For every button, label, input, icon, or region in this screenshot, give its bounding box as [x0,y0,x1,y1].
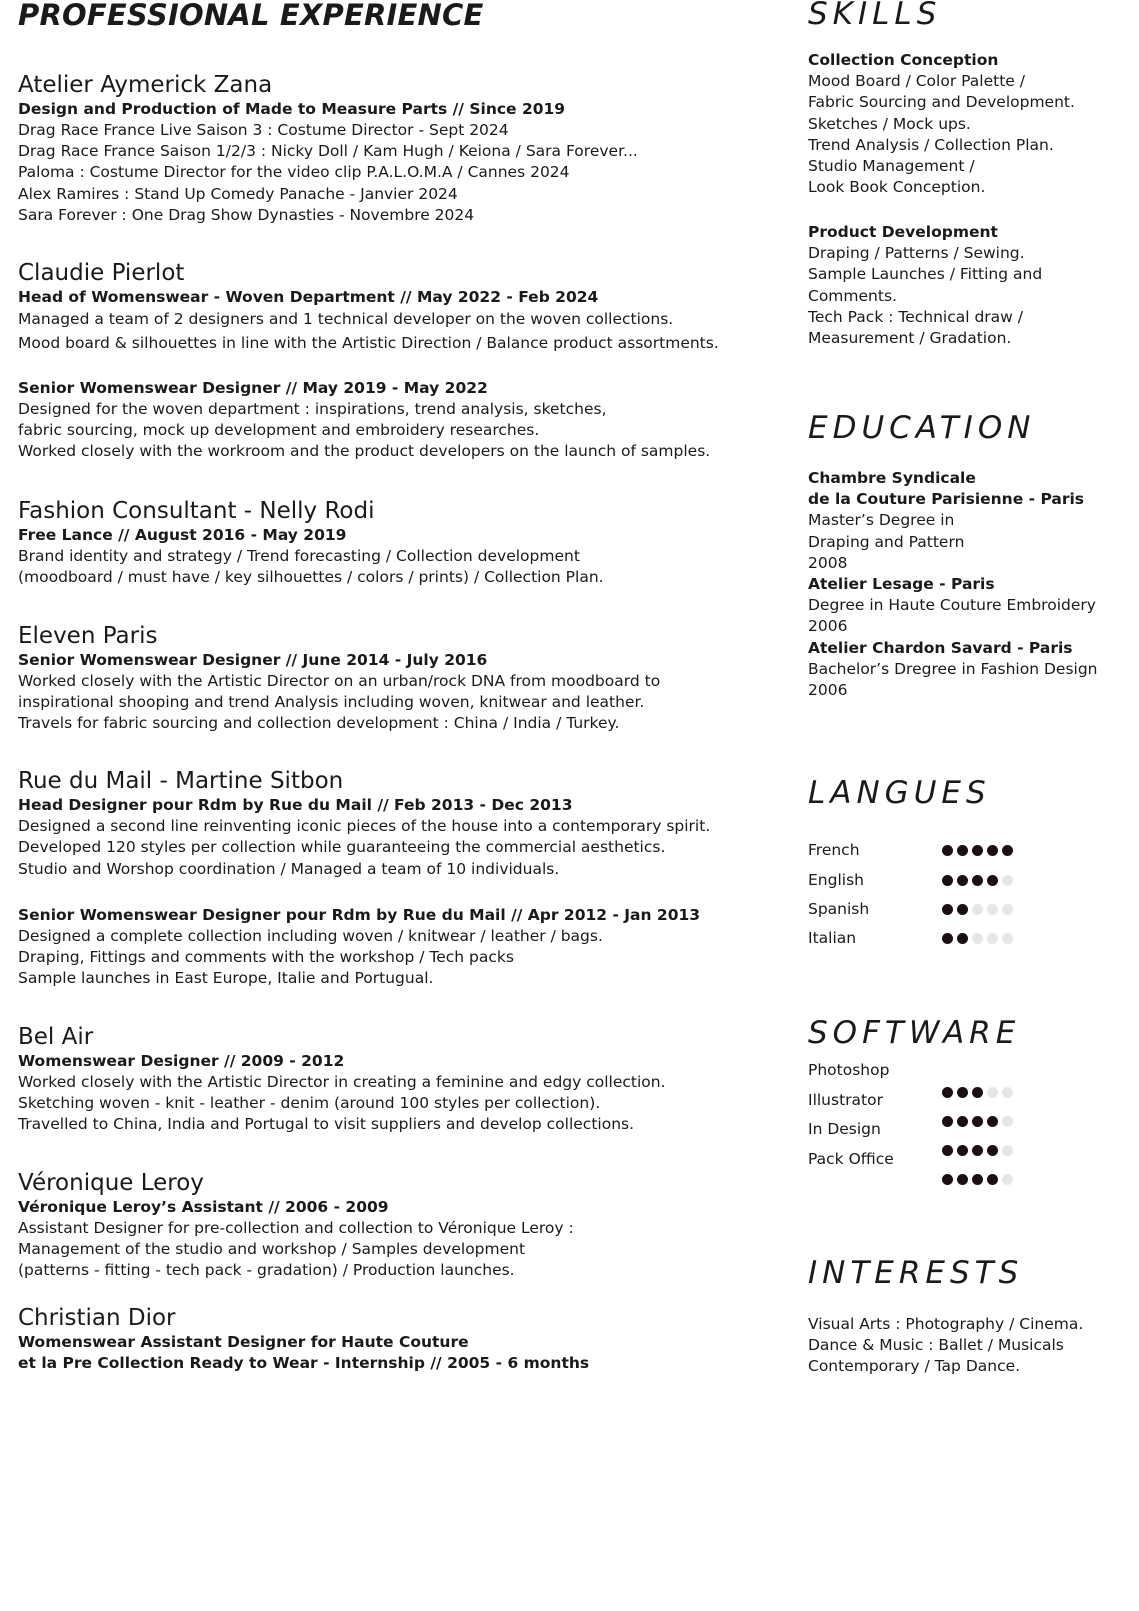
skills-line: Fabric Sourcing and Development. [808,93,1075,112]
language-level-dots [942,875,1017,887]
role-title: et la Pre Collection Ready to Wear - Internship // 2005 - 6 months [18,1354,590,1372]
rating-dot-filled [957,1087,968,1098]
description-line: Draping, Fittings and comments with the workshop / Tech packs [18,948,514,967]
rating-dot-empty [1002,1087,1013,1098]
rating-dot-filled [972,1116,983,1127]
software-name: Pack Office [808,1150,894,1168]
language-row [808,839,1108,861]
interests-heading: INTERESTS [808,1255,1024,1291]
language-level-dots [942,933,1017,945]
education-line: Draping and Pattern [808,532,965,551]
education-list [808,468,1097,701]
rating-dot-filled [942,845,953,856]
language-level-dots [942,904,1017,916]
rating-dot-filled [942,1145,953,1156]
skills-group [808,222,1042,349]
rating-dot-filled [942,933,953,944]
rating-dot-filled [972,845,983,856]
company-name: Christian Dior [18,1305,176,1331]
rating-dot-filled [957,1174,968,1185]
rating-dot-filled [957,845,968,856]
experience-heading: PROFESSIONAL EXPERIENCE [18,0,484,32]
skills-group-title: Collection Conception [808,51,999,69]
description-line: Designed a second line reinventing iconic pieces of the house into a contemporary spirit. [18,817,711,835]
company-name: Fashion Consultant - Nelly Rodi [18,498,375,524]
rating-dot-empty [1002,1116,1013,1127]
description-line: Managed a team of 2 designers and 1 technical developer on the woven collections. [18,310,674,328]
skills-group [808,50,1075,198]
skills-line: Studio Management / [808,157,975,176]
role-title: Free Lance // August 2016 - May 2019 [18,526,347,544]
rating-dot-filled [972,1087,983,1098]
description-line: Paloma : Costume Director for the video clip P.A.L.O.M.A / Cannes 2024 [18,163,570,182]
language-name: English [808,871,864,889]
rating-dot-empty [1002,1145,1013,1156]
company-name: Claudie Pierlot [18,260,185,286]
rating-dot-empty [987,904,998,915]
rating-dot-filled [957,1116,968,1127]
description-line: Sara Forever : One Drag Show Dynasties - Novembre 2024 [18,205,475,224]
language-level-dots [942,845,1017,857]
description-line: Drag Race France Saison 1/2/3 : Nicky Doll / Kam Hugh / Keiona / Sara Forever... [18,142,638,161]
description-line: Designed for the woven department : inspirations, trend analysis, sketches, [18,400,607,418]
rating-dot-filled [987,875,998,886]
skills-line: Trend Analysis / Collection Plan. [808,135,1054,154]
rating-dot-empty [1002,904,1013,915]
skills-line: Tech Pack : Technical draw / [808,307,1024,326]
experience-entry [18,72,638,226]
skills-group-title: Product Development [808,223,998,241]
rating-dot-filled [942,1174,953,1185]
description-line: fabric sourcing, mock up development and embroidery researches. [18,421,540,440]
description-line: (moodboard / must have / key silhouettes / colors / prints) / Collection Plan. [18,568,604,587]
experience-entry [18,1024,666,1136]
role-title: Womenswear Assistant Designer for Haute Couture [18,1333,469,1351]
role-title: Senior Womenswear Designer pour Rdm by Rue du Mail // Apr 2012 - Jan 2013 [18,906,701,924]
description-line: Management of the studio and workshop / Samples development [18,1240,526,1259]
description-line: inspirational shooping and trend Analysis including woven, knitwear and leather. [18,693,645,712]
rating-dot-empty [1002,875,1013,886]
language-row [808,898,1108,920]
company-name: Atelier Aymerick Zana [18,72,273,98]
skills-line: Look Book Conception. [808,178,986,197]
skills-line: Comments. [808,286,897,305]
description-line: Assistant Designer for pre-collection and collection to Véronique Leroy : [18,1219,574,1237]
rating-dot-filled [957,904,968,915]
rating-dot-filled [987,845,998,856]
education-line: Bachelor’s Dregree in Fashion Design [808,659,1098,678]
software-heading: SOFTWARE [808,1015,1021,1051]
rating-dot-filled [942,1116,953,1127]
description-line: Sketching woven - knit - leather - denim (around 100 styles per collection). [18,1094,601,1113]
education-line: 2006 [808,681,848,700]
education-school: Atelier Chardon Savard - Paris [808,638,1073,657]
description-line: Brand identity and strategy / Trend forecasting / Collection development [18,547,580,565]
description-line: Alex Ramires : Stand Up Comedy Panache - Janvier 2024 [18,184,458,203]
role-title: Design and Production of Made to Measure Parts // Since 2019 [18,100,566,118]
interests-list [808,1314,1083,1378]
education-school: Atelier Lesage - Paris [808,575,995,594]
software-level-dots [942,1174,1017,1186]
description-line: Worked closely with the workroom and the product developers on the launch of samples. [18,442,711,461]
skills-line: Draping / Patterns / Sewing. [808,244,1025,263]
description-line: Drag Race France Live Saison 3 : Costume Director - Sept 2024 [18,121,509,139]
experience-entry [18,768,710,882]
company-name: Eleven Paris [18,623,158,649]
language-row [808,927,1108,949]
role-title: Véronique Leroy’s Assistant // 2006 - 2009 [18,1198,389,1216]
rating-dot-filled [1002,845,1013,856]
language-row [808,869,1108,891]
skills-line: Sample Launches / Fitting and [808,265,1043,284]
description-line: Worked closely with the Artistic Director in creating a feminine and edgy collection. [18,1073,666,1091]
experience-entry [18,260,719,355]
rating-dot-filled [972,1145,983,1156]
rating-dot-filled [987,1116,998,1127]
software-level-dots [942,1087,1017,1099]
experience-entry [18,498,604,588]
description-line: Mood board & silhouettes in line with the Artistic Direction / Balance product assortments. [18,333,719,352]
skills-line: Sketches / Mock ups. [808,114,971,133]
rating-dot-empty [972,933,983,944]
language-name: French [808,841,860,859]
experience-entry [18,1305,589,1374]
languages-heading: LANGUES [808,775,991,811]
experience-entry [18,1170,574,1282]
interest-line: Visual Arts : Photography / Cinema. [808,1315,1084,1333]
description-line: (patterns - fitting - tech pack - gradation) / Production launches. [18,1261,515,1280]
experience-subentry [18,378,710,463]
software-name: Photoshop [808,1061,890,1079]
rating-dot-empty [1002,1174,1013,1185]
role-title: Womenswear Designer // 2009 - 2012 [18,1052,345,1070]
description-line: Sample launches in East Europe, Italie and Portugual. [18,969,434,988]
education-heading: EDUCATION [808,410,1036,446]
language-name: Italian [808,929,857,947]
rating-dot-filled [987,1174,998,1185]
interest-line: Contemporary / Tap Dance. [808,1357,1021,1376]
description-line: Worked closely with the Artistic Director on an urban/rock DNA from moodboard to [18,672,661,690]
rating-dot-filled [957,933,968,944]
description-line: Designed a complete collection including woven / knitwear / leather / bags. [18,927,603,945]
description-line: Studio and Worshop coordination / Managed a team of 10 individuals. [18,860,560,879]
rating-dot-filled [972,1174,983,1185]
interest-line: Dance & Music : Ballet / Musicals [808,1336,1064,1355]
rating-dot-empty [1002,933,1013,944]
rating-dot-filled [942,1087,953,1098]
skills-heading: SKILLS [808,0,942,32]
software-name: Illustrator [808,1091,883,1109]
role-title: Senior Womenswear Designer // June 2014 - July 2016 [18,651,488,669]
education-line: 2008 [808,553,848,572]
role-title: Head Designer pour Rdm by Rue du Mail // Feb 2013 - Dec 2013 [18,796,573,814]
skills-line: Mood Board / Color Palette / [808,72,1025,91]
rating-dot-filled [972,875,983,886]
education-line: 2006 [808,617,848,636]
software-level-dots [942,1116,1017,1128]
software-name: In Design [808,1120,881,1138]
rating-dot-filled [942,875,953,886]
rating-dot-empty [987,933,998,944]
experience-entry [18,623,660,735]
rating-dot-filled [957,1145,968,1156]
education-line: Master’s Degree in [808,511,955,530]
description-line: Travels for fabric sourcing and collection development : China / India / Turkey. [18,714,620,733]
company-name: Véronique Leroy [18,1170,204,1196]
role-title: Senior Womenswear Designer // May 2019 - May 2022 [18,379,488,397]
rating-dot-empty [972,904,983,915]
role-title: Head of Womenswear - Woven Department // May 2022 - Feb 2024 [18,288,599,306]
rating-dot-filled [987,1145,998,1156]
language-name: Spanish [808,900,870,918]
education-school: Chambre Syndicale [808,469,976,487]
company-name: Rue du Mail - Martine Sitbon [18,768,344,794]
software-level-dots [942,1145,1017,1157]
education-school: de la Couture Parisienne - Paris [808,490,1085,509]
company-name: Bel Air [18,1024,94,1050]
skills-line: Measurement / Gradation. [808,329,1012,348]
experience-subentry [18,905,700,990]
description-line: Travelled to China, India and Portugal to visit suppliers and develop collections. [18,1115,635,1134]
education-line: Degree in Haute Couture Embroidery [808,596,1096,615]
rating-dot-filled [957,875,968,886]
rating-dot-empty [987,1087,998,1098]
description-line: Developed 120 styles per collection while guaranteeing the commercial aesthetics. [18,838,666,857]
rating-dot-filled [942,904,953,915]
